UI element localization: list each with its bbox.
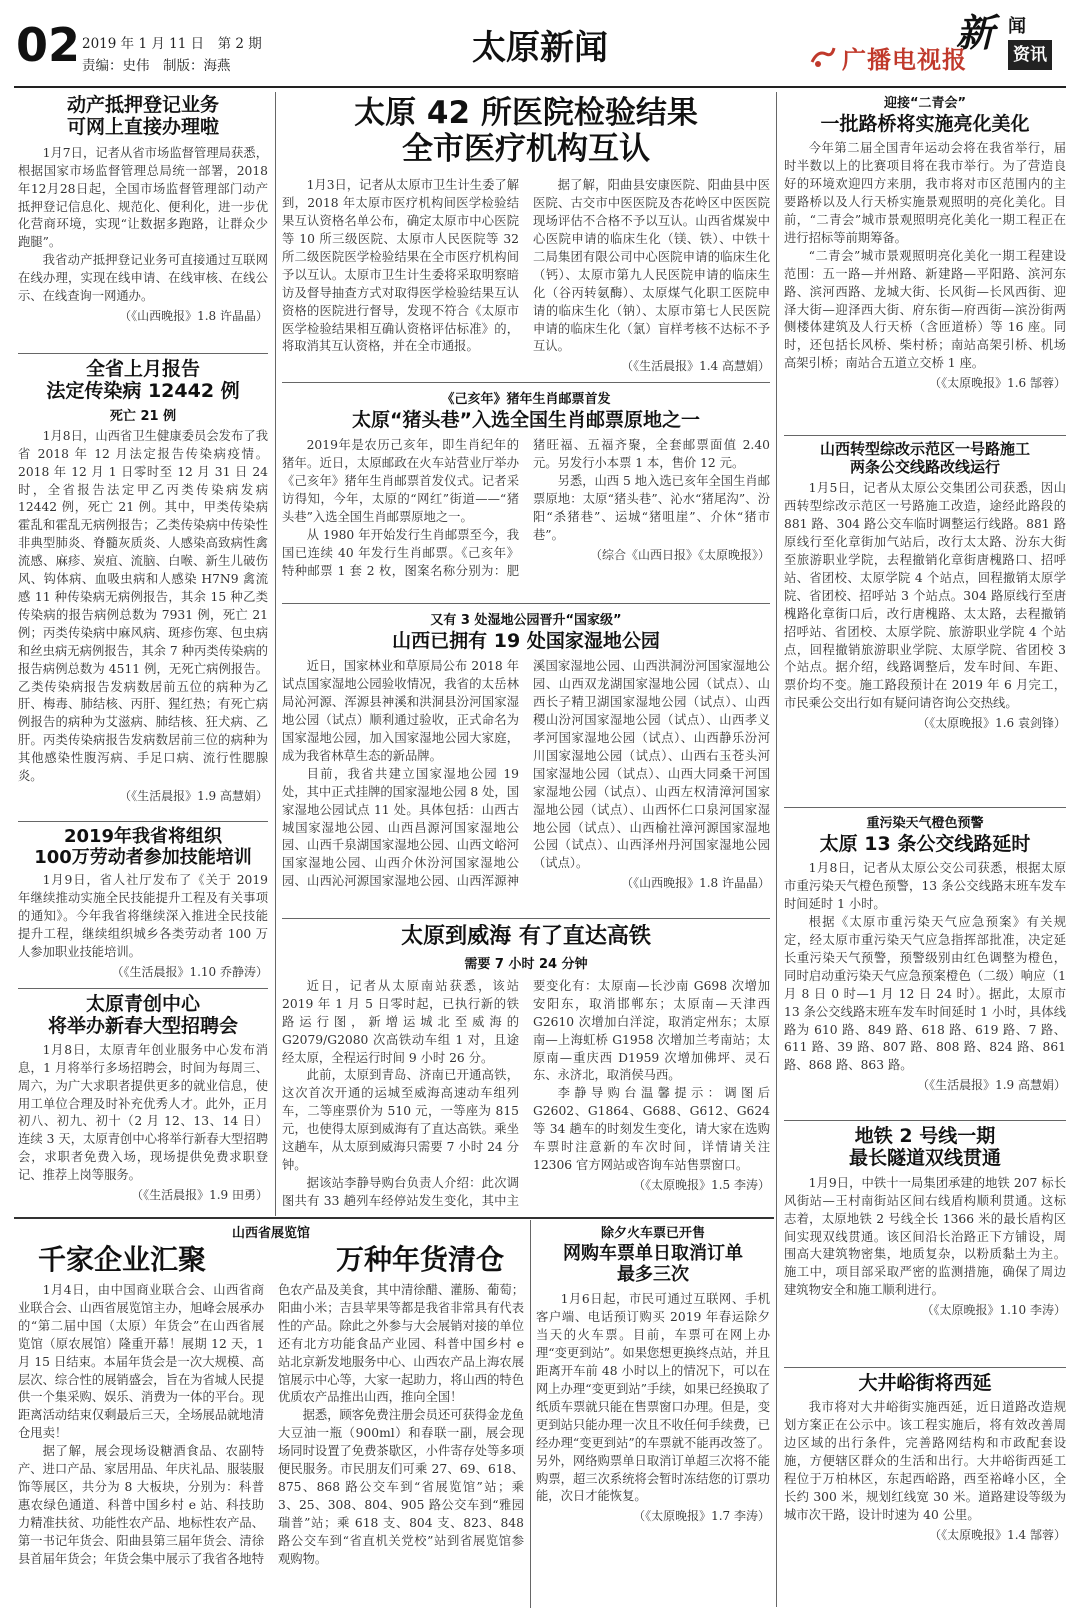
divider (14, 1217, 774, 1219)
source-credit: （《太原晚报》1.7 李涛） (633, 1509, 770, 1524)
article-jobfair (18, 993, 268, 1213)
subheadline: 死亡 21 例 (109, 408, 177, 424)
divider (282, 918, 770, 919)
headline: 太原 13 条公交线路延时 (819, 833, 1031, 855)
paragraph: 此前，太原到青岛、济南已开通高铁，这次首次开通的运城至威海高速动车组列车，二等座票价为 510 元，一等座为 815 元，也使得太原到威海有了直达高铁。乘坐这趟车，从太原到威海只需要 7 小时 24 分钟。 (282, 1068, 519, 1173)
paragraph: 1月8日，山西省卫生健康委员会发布了我省 2018 年 12 月法定报告传染病疫情。2018 年 12 月 1 日零时至 12 月 31 日 24 时，全省报告法定甲乙丙类传染病发病 12442 例，死亡 21 例。其中，甲类传染病霍乱和霍乱无病例报告；乙类传染病中传染性非典型肺炎、脊髓灰质炎、人感染高致病性禽流感、麻疹、炭疽、流脑、白喉、新生儿破伤风、钩体病、血吸虫病和人感染 H7N9 禽流感 11 种传染病无病例报告，其余 15 种乙类传染病的报告病例总数为 7931 例，死亡 21 例；丙类传染病中麻风病、斑疹伤寒、包虫病和丝虫病无病例报告，其余 7 种丙类传染病的报告病例总数为 4511 例，无死亡病例报告。乙类传染病报告发病数居前五位的病种为乙肝、梅毒、肺结核、丙肝、猩红热；有死亡病例报告的病种为艾滋病、肺结核、狂犬病、乙肝。丙类传染病报告发病数居前三位的病种为其他感染性腹泻病、手足口病、流行性腮腺炎。 (18, 428, 268, 784)
source-credit: （《太原晚报》1.6 袁剑锋） (917, 716, 1066, 731)
kicker: 除夕火车票已开售 (600, 1226, 705, 1241)
source-credit: （《太原晚报》1.6 郜蓉） (929, 376, 1066, 391)
paragraph: 今年第二届全国青年运动会将在我省举行，届时半数以上的比赛项目将在我市举行。为了营造良好的环境欢迎四方来朋，我市将对市区范围内的主要路桥以及人行天桥实施景观照明的亮化美化。目前，“二青会”城市景观照明亮化美化一期工程正在进行招标等前期筹备。 (784, 141, 1066, 245)
article-mortgage (18, 94, 268, 350)
divider (282, 382, 770, 383)
paragraph: 目前，我省共建立国家湿地公园 19 处，其中正式挂牌的国家湿地公园 8 处，国家湿地公园试点 11 处。具体包括：山西古城国家湿地公园、山西昌源河国家湿地公园、山西千泉湖国家湿地公园、山西文峪河国家湿地公园、山西介休汾河国家湿地公园、山西沁河源国家湿地公园、山西浑源神溪国家湿地公园、山西洪洞汾河国家湿地公园、山西双龙湖国家湿地公园（试点）、山西长子精卫湖国家湿地公园（试点）、山西稷山汾河国家湿地公园（试点）、山西孝义孝河国家湿地公园（试点）、山西静乐汾河川国家湿地公园（试点）、山西右玉苍头河国家湿地公园（试点）、山西大同桑干河国家湿地公园（试点）、山西左权清漳河国家湿地公园（试点）、山西怀仁口泉河国家湿地公园（试点）、山西榆社漳河源国家湿地公园（试点）、山西泽州丹河国家湿地公园（试点）。 (282, 659, 770, 889)
divider (18, 353, 268, 354)
paragraph: 据悉，顾客免费注册会员还可获得金龙鱼大豆油一瓶（900ml）和春联一副，展会现场同时设置了免费茶歇区，小件寄存处等多项便民服务。市民朋友们可乘 27、69、618、875、868 路公交车到“省展览馆”站；乘 3、25、308、804、905 路公交车到“雅园瑞普”站；乘 618 支、804 支、823、848 路公交车到“省直机关党校”站到省展览馆参观购物。 (278, 1408, 524, 1566)
headline: 2019年我省将组织 100万劳动者参加技能培训 (34, 826, 252, 869)
source-credit: （《山西晚报》1.8 许晶晶） (621, 876, 770, 891)
paragraph: 我省动产抵押登记业务可直接通过互联网在线办理，实现在线申请、在线审核、在线公示、在线查询一网通办。 (18, 253, 268, 304)
brand-logo-icon (808, 42, 838, 72)
headline: 太原 42 所医院检验结果 全市医疗机构互认 (354, 95, 698, 167)
kicker: 《己亥年》猪年生肖邮票首发 (441, 392, 611, 407)
masthead (0, 0, 1080, 88)
article-stamp (282, 388, 770, 600)
article-bridge-lighting (784, 92, 1066, 432)
headline: 太原青创中心 将举办新春大型招聘会 (47, 993, 238, 1038)
source-credit: （《生活晨报》1.4 高慧娟） (621, 359, 770, 374)
paragraph: 近日，记者从太原南站获悉，该站 2019 年 1 月 5 日零时起，已执行新的铁路运行图，新增运城北至威海的 G2079/G2080 次高铁动车组 1 对，且途经太原，全程运行时间 9 小时 26 分。 (282, 978, 519, 1065)
brand-tag: 资讯 (1008, 40, 1052, 70)
source-credit: （《太原晚报》1.4 郜蓉） (929, 1527, 1066, 1542)
article-bus-reroute (784, 441, 1066, 805)
divider (282, 603, 770, 604)
paragraph: 1月9日，中铁十一局集团承建的地铁 207 标长风街站—王村南街站区间右线盾构顺利贯通。这标志着，太原地铁 2 号线全长 1366 米的最长盾构区间实现双线贯通。该区间沿长治路正下方铺设，周围高大建筑物密集，地质复杂，以粉质黏土为主。施工中，项目部采取严密的监测措施，确保了周边建筑物安全和施工顺利进行。 (784, 1175, 1066, 1298)
headline: 太原“猪头巷”入选全国生肖邮票原地之一 (352, 409, 700, 431)
masthead-rule (14, 86, 1066, 88)
paragraph: 1月9日，省人社厅发布了《关于 2019 年继续推动实施全民技能提升工程及有关事项的通知》。今年我省将继续深入推进全民技能提升工程，继续组织城乡各类劳动者 100 万人参加职业技能培训。 (18, 873, 268, 960)
paragraph: 据了解，展会现场设糖酒食品、农副特产、进口产品、家居用品、年庆礼品、服装服饰等展区，共分为 8 大板块，分别为：科普惠农绿色通道、科普中国乡村 e 站、科技助力精准扶贫、功能性农产品、地标性农产品、第一书记年货会、阳曲县第三届年货会、清徐县首届年货会；年货会集中展示了我省各地特色农产品及美食，其中清徐醋、灌肠、葡萄；阳曲小米；吉县苹果等都是我省非常具有代表性的产品。除此之外参与大会展销对接的单位还有北方功能食品产业园、科普中国乡村 e 站北京新发地服务中心、山西农产品上海农展馆展示中心等，大家一起助力，将山西的特色优质农产品推出山西，推向全国！ (18, 1283, 524, 1566)
source-credit: （《生活晨报》1.10 乔静涛） (111, 965, 268, 979)
headline-right: 万种年货清仓 (335, 1243, 504, 1276)
paragraph: 根据《太原市重污染天气应急预案》有关规定，经太原市重污染天气应急指挥部批准，决定延长重污染天气预警，预警级别由红色调整为橙色，同时启动重污染天气应急预案橙色（二级）响应（1 月 8 日 0 时—1 月 12 日 24 时）。据此，太原市 13 条公交线路末班车发车时间延时 1 小时，具体线路为 610 路、849 路、618 路、619 路、7 路、611 路、39 路、807 路、808 路、824 路、861 路、868 路、863 路。 (784, 915, 1066, 1073)
paragraph: 1月8日，记者从太原公交公司获悉，根据太原市重污染天气橙色预警，13 条公交线路末班车发车时间延时 1 小时。 (784, 861, 1066, 912)
headline: 网购车票单日取消订单 最多三次 (563, 1243, 743, 1286)
kicker: 迎接“二青会” (883, 96, 967, 111)
article-hospital (282, 92, 770, 378)
headline: 全省上月报告 法定传染病 12442 例 (46, 358, 240, 403)
headline: 山西转型综改示范区一号路施工 两条公交线路改线运行 (819, 441, 1030, 476)
brand-name: 广播电视报 (842, 46, 967, 74)
paragraph: 1月8日，太原青年创业服务中心发布消息，1 月将举行多场招聘会，时间为每周三、周六，为广大求职者提供更多的就业信息，使用工单位合理及时补充优秀人才。此外，正月初八、初九、初十（2 月 12、13、14 日）连续 3 天，太原青创中心将举行新春大型招聘会，求职者免费入场，现场提供免费求职登记、推荐上岗等服务。 (18, 1042, 268, 1183)
article-bus-extension (784, 812, 1066, 1118)
brand-side: 闻 (1008, 16, 1026, 37)
article-infectious (18, 358, 268, 818)
article-exhibition (18, 1222, 524, 1610)
paragraph: 另悉，山西 5 地入选已亥年全国生肖邮票原地：太原“猪头巷”、沁水“猪尾沟”、汾阳“杀猪巷”、运城“猪咀崖”、介休“猪市巷”。 (533, 474, 770, 542)
headline-left: 千家企业汇聚 (38, 1243, 207, 1276)
paragraph: 近日，国家林业和草原局公布 2018 年试点国家湿地公园验收情况，我省的太岳林局沁河源、浑源县神溪和洪洞县汾河国家湿地公园（试点）顺利通过验收，正式命名为国家湿地公园，加入国家湿地公园大家庭，成为我省林草生态的新品牌。 (282, 659, 519, 763)
editors: 责编：史伟 制版：海燕 (82, 58, 231, 74)
headline: 大井峪街将西延 (858, 1372, 992, 1394)
divider (18, 821, 268, 822)
article-skills (18, 826, 268, 986)
rule-bottom-mid (530, 1220, 531, 1608)
article-train-tickets (536, 1222, 770, 1610)
source-credit: （综合《山西日报》《太原晚报》） (589, 547, 770, 562)
paragraph: 2019年是农历己亥年，即生肖纪年的猪年。近日，太原邮政在火车站营业厅举办《己亥年》猪年生肖邮票首发仪式。记者采访得知，今年，太原的“网红”街道——“猪头巷”入选全国生肖邮票原地之一。 (282, 438, 519, 525)
paragraph: 1月7日，记者从省市场监督管理局获悉，根据国家市场监督管理总局统一部署，2018年12月28日起，全国市场监督管理部门动产抵押登记信息化、规范化、便利化，进一步优化营商环境，实现“让数据多跑路，让群众少跑腿”。 (18, 145, 268, 250)
article-highspeed-rail (282, 924, 770, 1214)
article-wetland (282, 609, 770, 915)
headline: 山西已拥有 19 处国家湿地公园 (392, 630, 660, 652)
paragraph: 1月3日，记者从太原市卫生计生委了解到，2018 年太原市医疗机构间医学检验结果互认资格名单公布，确定太原市中心医院等 10 所三级医院、太原市人民医院等 32 所二级医院医学检验结果在全市医疗机构间予以互认。太原市卫生计生委将采取明察暗访及督导抽查方式对取得医学检验结果互认资格的医院进行督导，发现不符合《太原市医学检验结果相互确认资格评估标准》的，将取消其互认资格，并在全市通报。 (282, 178, 519, 354)
paragraph: 1月5日，记者从太原公交集团公司获悉，因山西转型综改示范区一号路施工改造，途经此路段的 881 路、304 路公交车临时调整运行线路。881 路原线行至化章街加气站后，改行太太路、汾东大街至旅游职业学院，去程撤销化章街唐槐路口、招呼站、省团校、太原学院 4 个站点，回程撤销太原学院、省团校、招呼站 3 个站点。304 路原线行至唐槐路化章街口后，改行唐槐路、太太路，去程撤销招呼站、省团校、太原学院、旅游职业学院 4 个站点，回程撤销旅游职业学院、太原学院、省团校 3 个站点。据介绍，线路调整后，发车时间、车距、票价均不变。施工路段预计在 2019 年 6 月完工，市民乘公交出行如有疑问请咨询公交热线。 (784, 481, 1066, 711)
paragraph: 李静导购台温馨提示：调图后 G2602、G1864、G688、G612、G624 等 34 趟车的时刻发生变化，请大家在选购车票时注意新的车次时间，详情请关注 12306 官方网站或咨询车站售票窗口。 (533, 1086, 770, 1173)
headline-row (38, 1243, 504, 1276)
source-credit: （《山西晚报》1.8 许晶晶） (119, 308, 268, 323)
source-credit: （《太原晚报》1.10 李涛） (921, 1303, 1066, 1318)
kicker: 又有 3 处湿地公园晋升“国家级” (430, 613, 622, 628)
kicker: 重污染天气橙色预警 (866, 816, 984, 831)
headline: 一批路桥将实施亮化美化 (820, 113, 1030, 135)
divider (784, 1120, 1066, 1121)
paragraph: 据该站李静导购台负责人介绍：此次调图共有 33 趟列车经停站发生变化，其中主要变化有：太原南—长沙南 G698 次增加安阳东，取消邯郸东；太原南—天津西 G2610 次增加白洋淀，取消定州东；太原南—上海虹桥 G1958 次增加兰考南站；太原南—重庆西 D1959 次增加佛坪、灵石东、永济北，取消侯马西。 (282, 978, 770, 1208)
paragraph: 从 1980 年开始发行生肖邮票至今，我国已连续 40 年发行生肖邮票。《己亥年》特种邮票 1 套 2 枚，图案名称分别为：肥猪旺福、五福齐聚，全套邮票面值 2.40 元。另发行小本票 1 本，售价 12 元。 (282, 438, 770, 578)
divider (784, 1367, 1066, 1368)
rule-left (275, 92, 276, 1216)
paragraph: 据了解，阳曲县安康医院、阳曲县中医医院、古交市中医医院及杏花岭区中医医院现场评估不合格不予以互认。山西省煤炭中心医院申请的临床生化（镁、铁）、中铁十二局集团有限公司中心医院申请的临床生化（钙）、太原市第九人民医院申请的临床生化（谷丙转氨酶）、太原煤气化职工医院申请的临床生化（钠）、太原市第七人民医院申请的临床生化（氯）盲样考核不达标不予互认。 (533, 178, 770, 354)
issue-date: 2019 年 1 月 11 日 第 2 期 (82, 36, 262, 52)
source-credit: （《生活晨报》1.9 高慧娟） (119, 788, 268, 803)
headline: 地铁 2 号线一期 最长隧道双线贯通 (848, 1125, 1001, 1170)
paragraph: 1月4日，由中国商业联合会、山西省商业联合会、山西省展览馆主办，旭峰会展承办的“第二届中国（太原）年货会”在山西省展览馆（原农展馆）隆重开幕！展期 12 天，1 月 15 日结束。本届年货会是一次大规模、高层次、综合性的展销盛会，旨在为省城人民提供一个集采购、娱乐、消费为一体的平台。现距离活动结束仅剩最后三天，全场展品就地清仓甩卖！ (18, 1283, 264, 1441)
paragraph: 1月6日起，市民可通过互联网、手机客户端、电话预订购买 2019 年春运除夕当天的火车票。目前，车票可在网上办理“变更到站”。如果您想更换终点站，并且距离开车前 48 小时以上的情况下，可以在网上办理“变更到站”手续，如果已经换取了纸质车票就只能在售票窗口办理。但是，变更到站只能办理一次且不收任何手续费，已经办理“变更到站”的车票就不能再改签了。另外，网络购票单日取消订单超三次将不能购票，超三次系统将会暂时冻结您的订票功能，次日才能恢复。 (536, 1292, 770, 1504)
headline: 太原到威海 有了直达高铁 (401, 924, 651, 949)
article-street-extension (784, 1372, 1066, 1610)
brand-block (806, 8, 1066, 78)
headline: 动产抵押登记业务 可网上直接办理啦 (66, 94, 219, 139)
brand-script: 新 (956, 10, 995, 55)
section-title: 太原新闻 (472, 28, 608, 68)
kicker: 山西省展览馆 (231, 1226, 310, 1241)
subheadline: 需要 7 小时 24 分钟 (464, 956, 588, 972)
paragraph: “二青会”城市景观照明亮化美化一期工程建设范围：五一路—并州路、新建路—平阳路、滨河东路、滨河西路、龙城大街、长风街—长风西街、迎泽大街—迎泽西大街、府东街—府西街—滨汾街两侧楼体建筑及人行天桥（含匝道桥）等 16 座。同时，还包括长风桥、柴村桥；南站高架引桥、机场高架引桥；南站合五道立交桥 1 座。 (784, 248, 1066, 371)
source-credit: （《生活晨报》1.9 高慧娟） (917, 1078, 1066, 1093)
page-number: 02 (16, 18, 81, 72)
source-credit: （《生活晨报》1.9 田勇） (131, 1188, 268, 1203)
divider (784, 435, 1066, 436)
source-credit: （《太原晚报》1.5 李涛） (633, 1177, 770, 1192)
article-metro (784, 1125, 1066, 1365)
divider (784, 807, 1066, 808)
rule-right (776, 92, 777, 1607)
divider (18, 988, 268, 989)
paragraph: 我市将对大井峪街实施西延，近日道路改造规划方案正在公示中。该工程实施后，将有效改善周边区域的出行条件，完善路网结构和市政配套设施，方便辖区群众的生活和出行。大井峪街西延工程位于万柏林区，东起西峪路，西至裕峰小区，全长约 300 米，规划红线宽 30 米。道路建设等级为城市次干路，设计时速为 40 公里。 (784, 1400, 1066, 1522)
